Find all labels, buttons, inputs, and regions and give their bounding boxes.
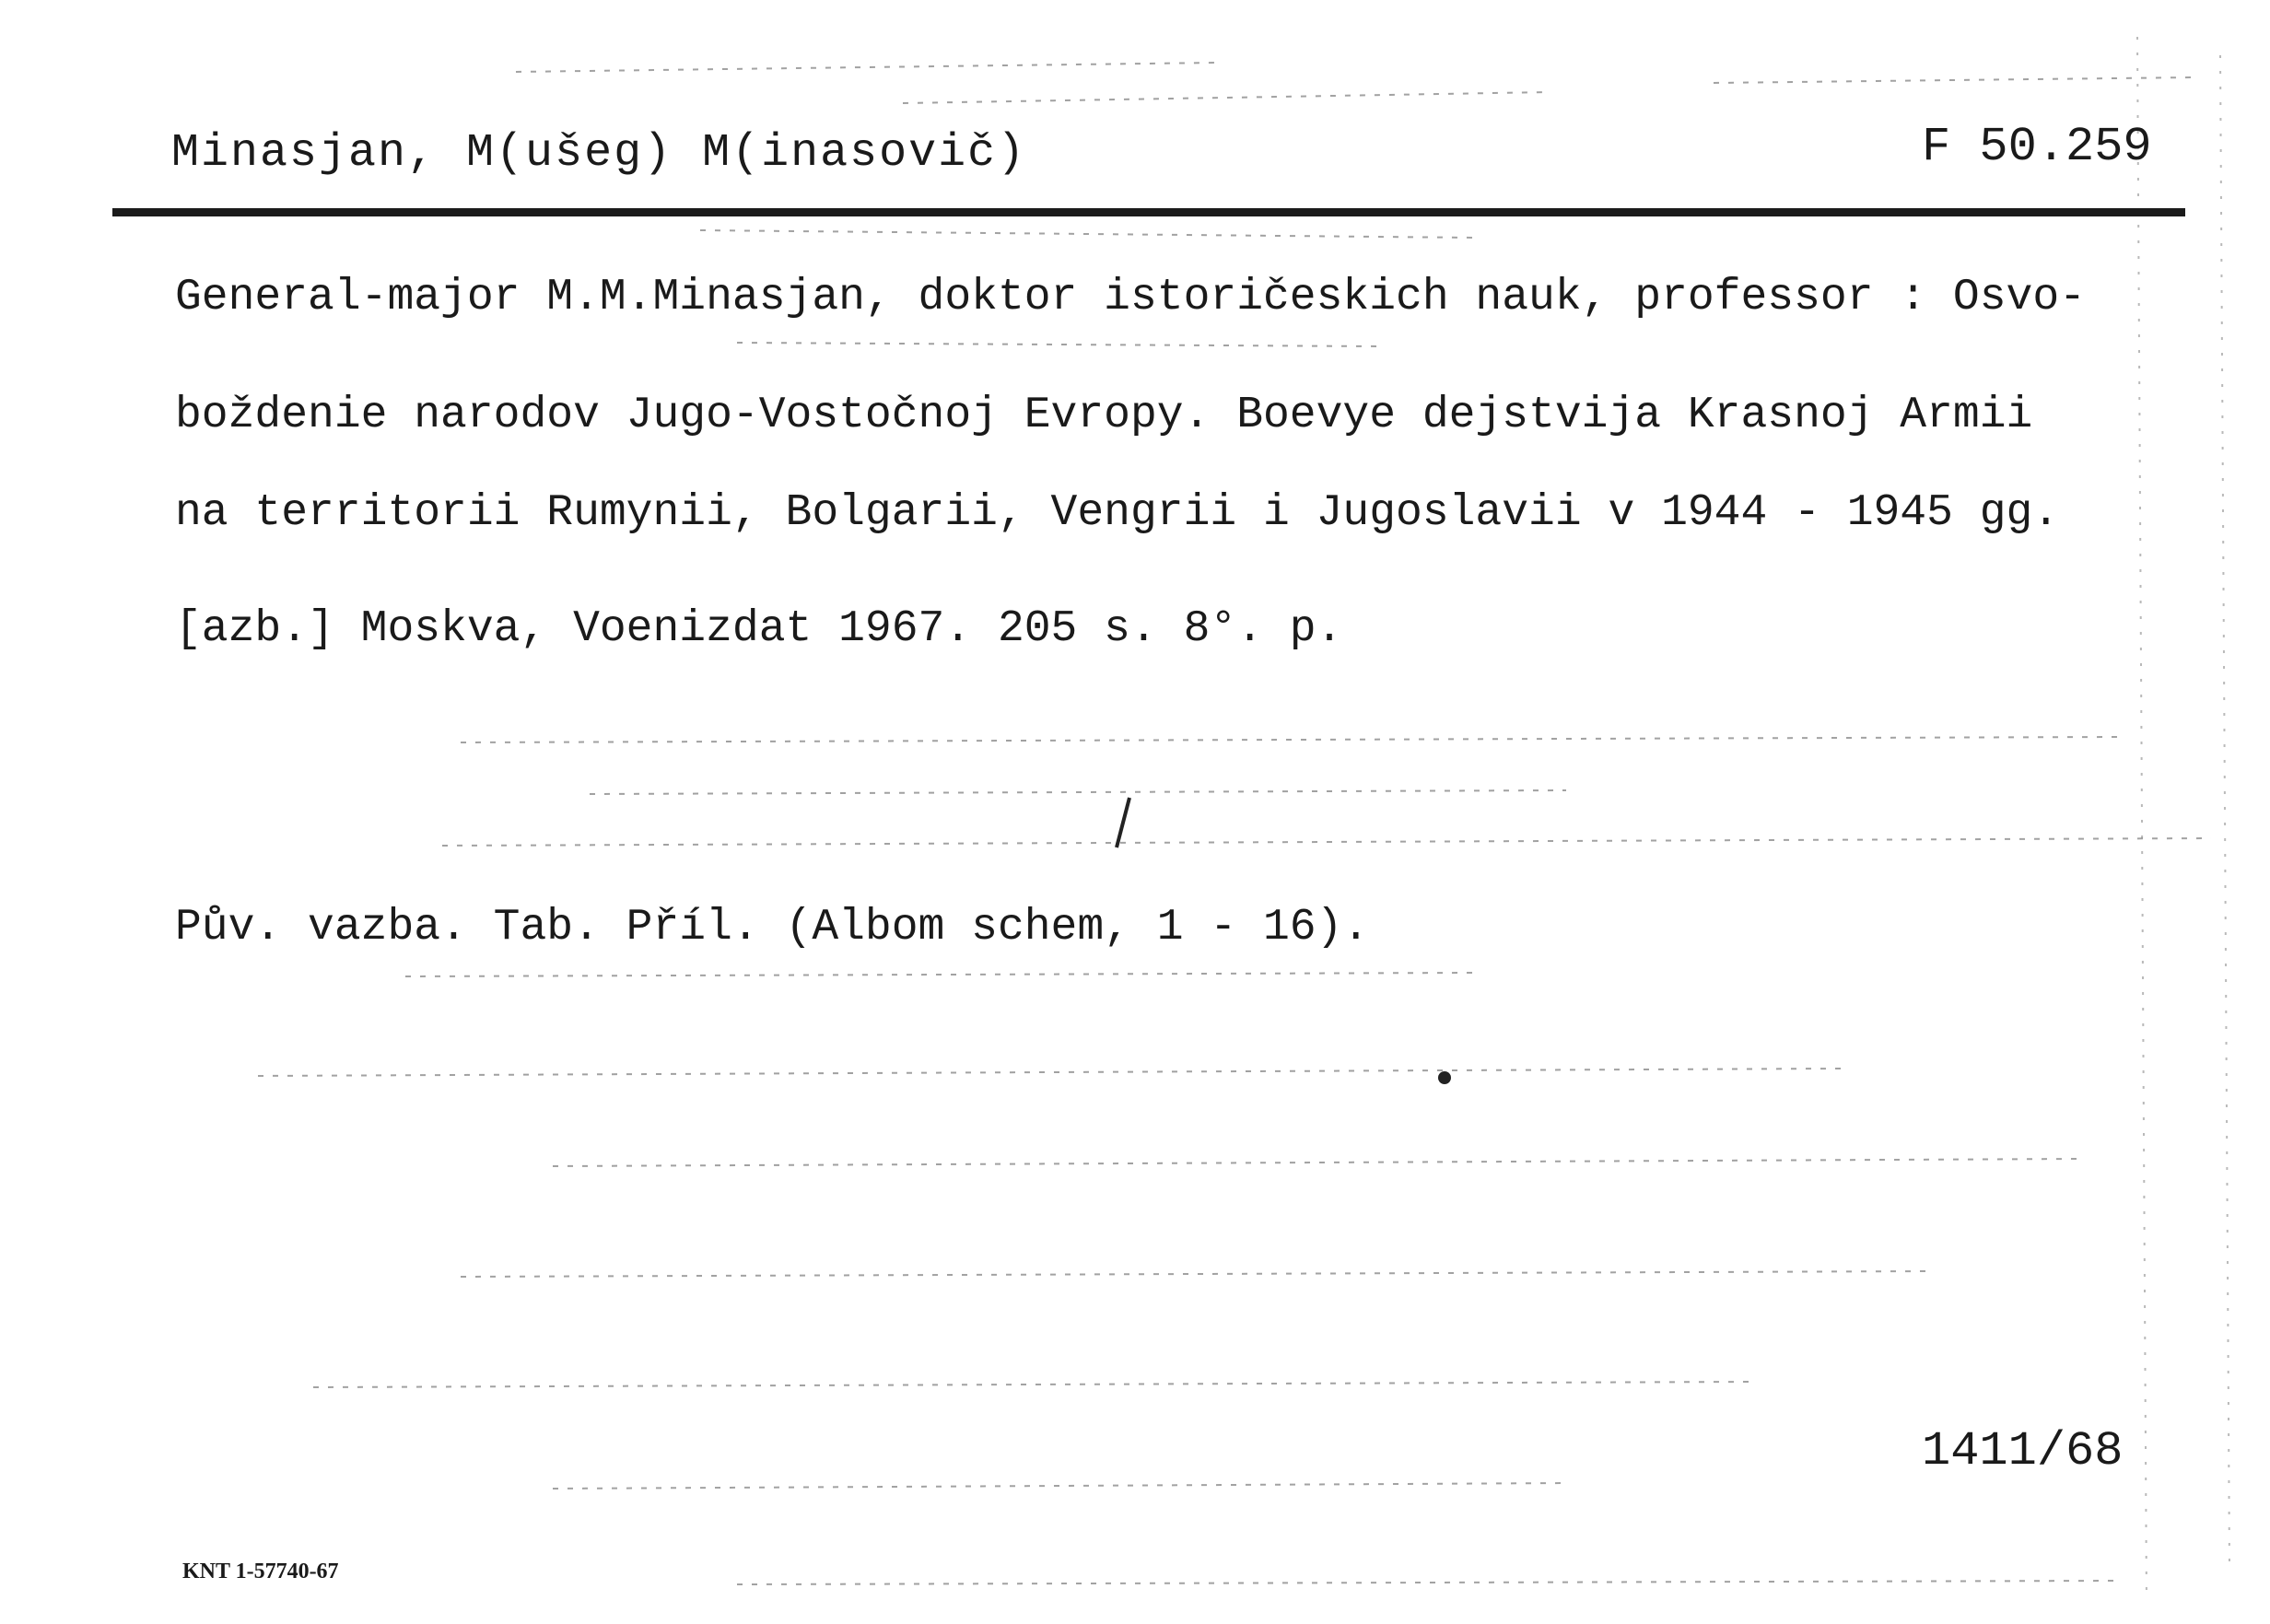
imprint-line: [azb.] Moskva, Voenizdat 1967. 205 s. 8°. p. — [175, 604, 1343, 654]
physical-note: Pův. vazba. Tab. Příl. (Albom schem, 1 - 16). — [175, 903, 1370, 952]
title-line-3: na territorii Rumynii, Bolgarii, Vengrii i Jugoslavii v 1944 - 1945 gg. — [175, 488, 2060, 538]
call-number: F 50.259 — [1922, 120, 2152, 174]
printer-code: KNT 1-57740-67 — [182, 1560, 339, 1583]
title-line-2: boždenie narodov Jugo-Vostočnoj Evropy. Boevye dejstvija Krasnoj Armii — [175, 391, 2033, 440]
main-entry-heading: Minasjan, M(ušeg) M(inasovič) — [171, 127, 1027, 180]
accession-number: 1411/68 — [1922, 1424, 2124, 1478]
heading-rule — [112, 208, 2185, 216]
title-line-1: General-major M.M.Minasjan, doktor istoričeskich nauk, professor : Osvo- — [175, 273, 2086, 322]
